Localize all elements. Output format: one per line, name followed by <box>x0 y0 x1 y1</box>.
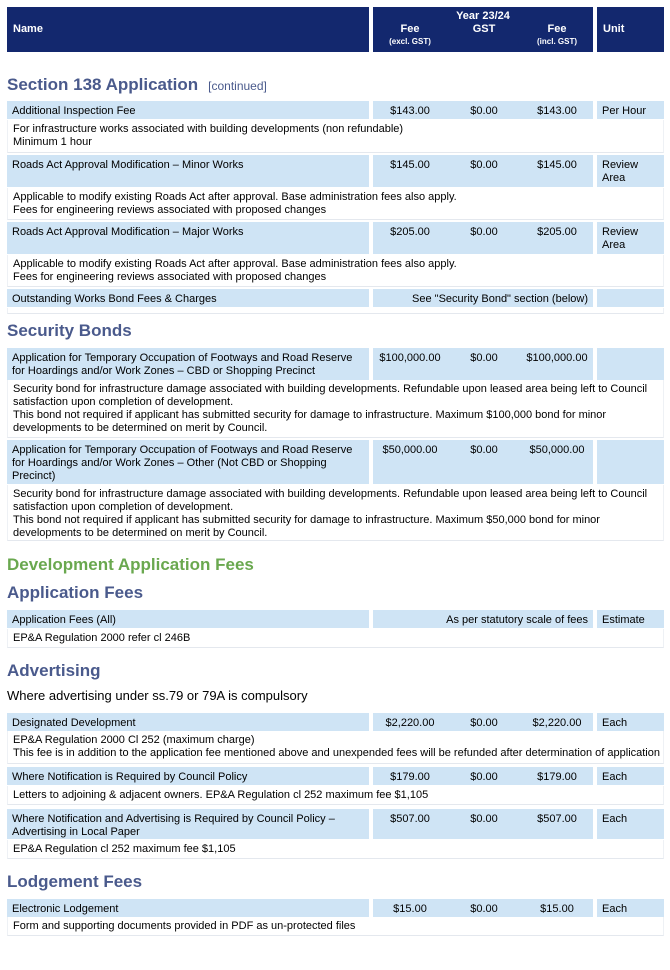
fee-unit <box>597 289 664 307</box>
fee-incl-gst: $15.00 <box>521 899 593 917</box>
fee-gst: $0.00 <box>447 809 521 839</box>
section-title-lodgement-fees: Lodgement Fees <box>7 872 143 891</box>
fee-description: Form and supporting documents provided in PDF as un-protected files <box>7 917 664 936</box>
table-row <box>7 767 664 785</box>
fee-incl-gst: $143.00 <box>521 101 593 119</box>
fee-description: EP&A Regulation cl 252 maximum fee $1,105 <box>7 840 664 859</box>
fee-unit: Review Area <box>597 222 664 254</box>
table-row <box>7 610 664 628</box>
fee-description: Security bond for infrastructure damage associated with building developments. Refundable upon leased area being left to Council satisfaction upon completion of development. This bond not required if applicant has submitted security for damage to infrastructure. Maximum $100,000 bond for minor developments to be determined on merit by Council. <box>7 380 664 438</box>
section-title-advertising: Advertising <box>7 661 101 680</box>
fee-description: Letters to adjoining & adjacent owners. EP&A Regulation cl 252 maximum fee $1,105 <box>7 786 664 805</box>
header-name: Name <box>7 7 369 52</box>
header-year: Year 23/24 <box>456 10 510 22</box>
fee-unit: Per Hour <box>597 101 664 119</box>
table-row <box>7 809 664 839</box>
fee-description: Security bond for infrastructure damage associated with building developments. Refundable upon leased area being left to Council satisfaction upon completion of development. This bond not required if applicant has submitted security for damage to infrastructure. Maximum $50,000 bond for minor developments to be determined on merit by Council. <box>7 485 664 541</box>
fee-gst: $0.00 <box>447 899 521 917</box>
fee-unit: Estimate <box>597 610 664 628</box>
table-row <box>7 348 664 380</box>
row-divider <box>7 308 664 314</box>
continued-label: [continued] <box>208 79 267 93</box>
header-unit: Unit <box>597 7 664 52</box>
fee-unit: Each <box>597 899 664 917</box>
section-title-s138: Section 138 Application [continued] <box>7 75 267 94</box>
fee-excl-gst: $15.00 <box>373 899 447 917</box>
fee-name: Application Fees (All) <box>7 610 369 628</box>
table-row <box>7 101 664 119</box>
fee-unit: Each <box>597 767 664 785</box>
fee-description: EP&A Regulation 2000 refer cl 246B <box>7 629 664 648</box>
fee-gst: $0.00 <box>447 767 521 785</box>
fee-description: For infrastructure works associated with building developments (non refundable) Minimum 1 hour <box>7 120 664 153</box>
section-title-security-bonds: Security Bonds <box>7 321 132 340</box>
advertising-intro: Where advertising under ss.79 or 79A is compulsory <box>7 688 308 703</box>
fee-incl-gst: $50,000.00 <box>521 440 593 484</box>
fee-gst: $0.00 <box>447 222 521 254</box>
fee-description: EP&A Regulation 2000 Cl 252 (maximum charge) This fee is in addition to the application fee mentioned above and unexpended fees will be refunded after determination of application <box>7 731 664 764</box>
table-row <box>7 713 664 731</box>
fee-unit: Each <box>597 713 664 731</box>
fee-unit <box>597 440 664 484</box>
fee-name: Outstanding Works Bond Fees & Charges <box>7 289 369 307</box>
fee-description: Applicable to modify existing Roads Act after approval. Base administration fees also apply. Fees for engineering reviews associated with proposed changes <box>7 188 664 220</box>
fee-name: Where Notification is Required by Council Policy <box>7 767 369 785</box>
fee-incl-gst: $205.00 <box>521 222 593 254</box>
fee-name: Application for Temporary Occupation of Footways and Road Reserve for Hoardings and/or Work Zones – CBD or Shopping Precinct <box>7 348 369 380</box>
fee-excl-gst: $143.00 <box>373 101 447 119</box>
fee-name: Roads Act Approval Modification – Minor Works <box>7 155 369 187</box>
fee-gst: $0.00 <box>447 440 521 484</box>
fee-unit <box>597 348 664 380</box>
fee-incl-gst: $100,000.00 <box>521 348 593 380</box>
fee-note: As per statutory scale of fees <box>373 610 593 628</box>
table-header <box>7 7 664 52</box>
header-year-group <box>373 7 593 52</box>
fee-gst: $0.00 <box>447 713 521 731</box>
fee-excl-gst: $507.00 <box>373 809 447 839</box>
fee-excl-gst: $2,220.00 <box>373 713 447 731</box>
header-fee-excl: Fee (excl. GST) <box>389 23 431 46</box>
table-row <box>7 440 664 484</box>
fee-name: Designated Development <box>7 713 369 731</box>
header-gst: GST <box>472 23 496 35</box>
fee-name: Where Notification and Advertising is Required by Council Policy – Advertising in Local Paper <box>7 809 369 839</box>
fee-description: Applicable to modify existing Roads Act after approval. Base administration fees also apply. Fees for engineering reviews associated with proposed changes <box>7 255 664 287</box>
fee-excl-gst: $205.00 <box>373 222 447 254</box>
fee-excl-gst: $179.00 <box>373 767 447 785</box>
fee-gst: $0.00 <box>447 155 521 187</box>
fee-name: Application for Temporary Occupation of Footways and Road Reserve for Hoardings and/or Work Zones – Other (Not CBD or Shopping Precinct) <box>7 440 369 484</box>
header-fee-incl: Fee (incl. GST) <box>537 23 577 46</box>
fee-name: Additional Inspection Fee <box>7 101 369 119</box>
fee-name: Electronic Lodgement <box>7 899 369 917</box>
fee-name: Roads Act Approval Modification – Major Works <box>7 222 369 254</box>
table-row <box>7 222 664 254</box>
fee-excl-gst: $100,000.00 <box>373 348 447 380</box>
fee-excl-gst: $50,000.00 <box>373 440 447 484</box>
table-row <box>7 899 664 917</box>
fee-incl-gst: $179.00 <box>521 767 593 785</box>
section-title-application-fees: Application Fees <box>7 583 144 602</box>
fee-unit: Each <box>597 809 664 839</box>
fee-gst: $0.00 <box>447 348 521 380</box>
fee-unit: Review Area <box>597 155 664 187</box>
fee-note: See "Security Bond" section (below) <box>373 289 593 307</box>
fee-incl-gst: $507.00 <box>521 809 593 839</box>
fee-gst: $0.00 <box>447 101 521 119</box>
major-heading-development-application-fees: Development Application Fees <box>7 555 254 574</box>
fee-incl-gst: $145.00 <box>521 155 593 187</box>
table-row <box>7 289 664 307</box>
table-row <box>7 155 664 187</box>
fee-incl-gst: $2,220.00 <box>521 713 593 731</box>
fee-excl-gst: $145.00 <box>373 155 447 187</box>
